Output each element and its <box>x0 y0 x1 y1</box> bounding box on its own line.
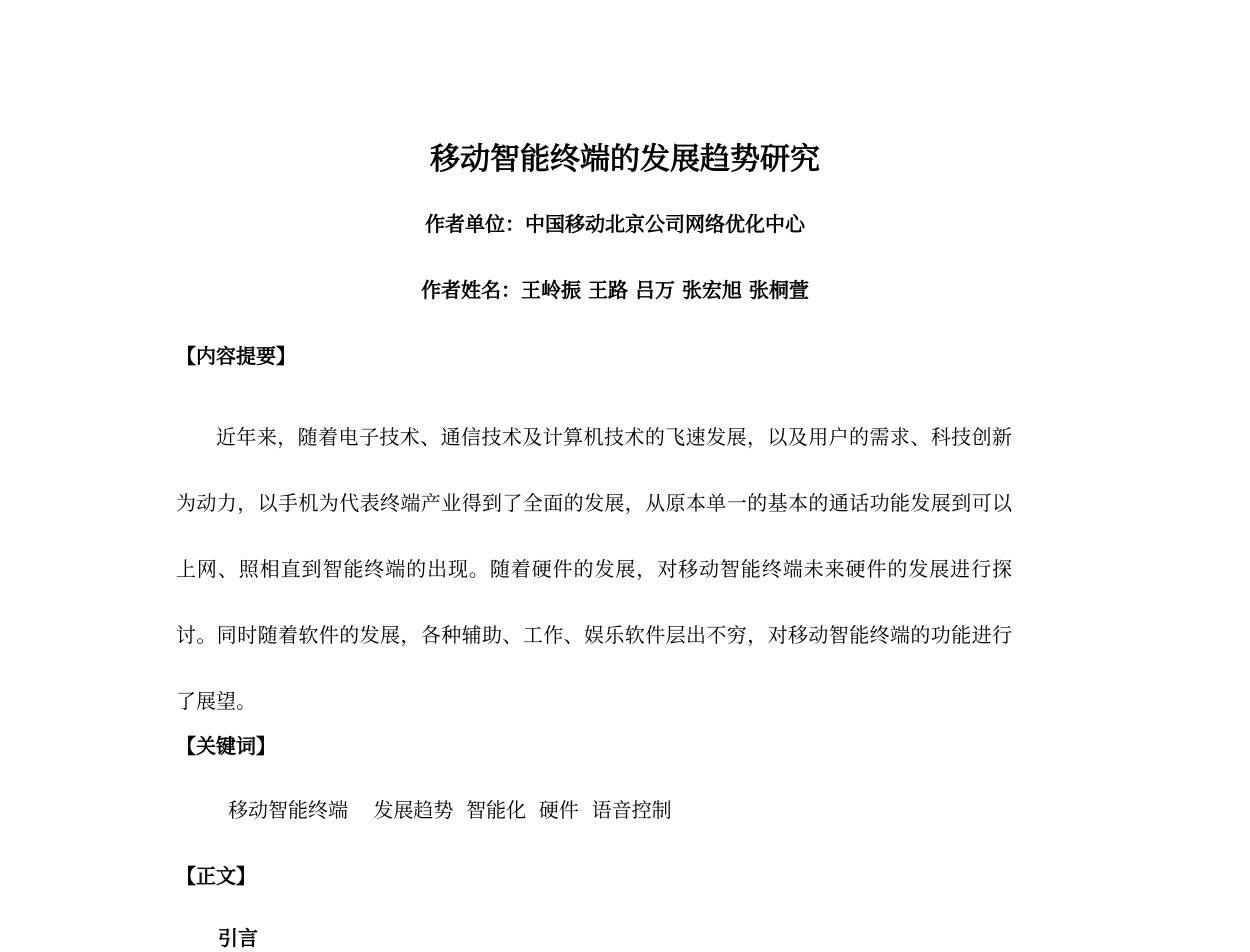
abstract-heading: 【内容提要】 <box>176 344 296 368</box>
abstract-paragraph: 近年来，随着电子技术、通信技术及计算机技术的飞速发展，以及用户的需求、科技创新为动力，以手机为代表终端产业得到了全面的发展，从原本单一的基本的通话功能发展到可以上网、照相直到智能终端的出现。随着硬件的发展，对移动智能终端未来硬件的发展进行探讨。同时随着软件的发展，各种辅助、工作、娱乐软件层出不穷，对移动智能终端的功能进行了展望。 <box>176 425 1012 713</box>
intro-heading: 引言 <box>218 926 258 950</box>
keywords-heading: 【关键词】 <box>176 734 276 758</box>
body-heading: 【正文】 <box>176 864 256 888</box>
document-title: 移动智能终端的发展趋势研究 <box>430 142 820 177</box>
keywords-list: 移动智能终端 发展趋势 智能化 硬件 语音控制 <box>228 798 672 822</box>
author-names: 作者姓名：王岭振 王路 吕万 张宏旭 张桐萱 <box>421 278 809 302</box>
author-unit: 作者单位：中国移动北京公司网络优化中心 <box>425 212 805 236</box>
